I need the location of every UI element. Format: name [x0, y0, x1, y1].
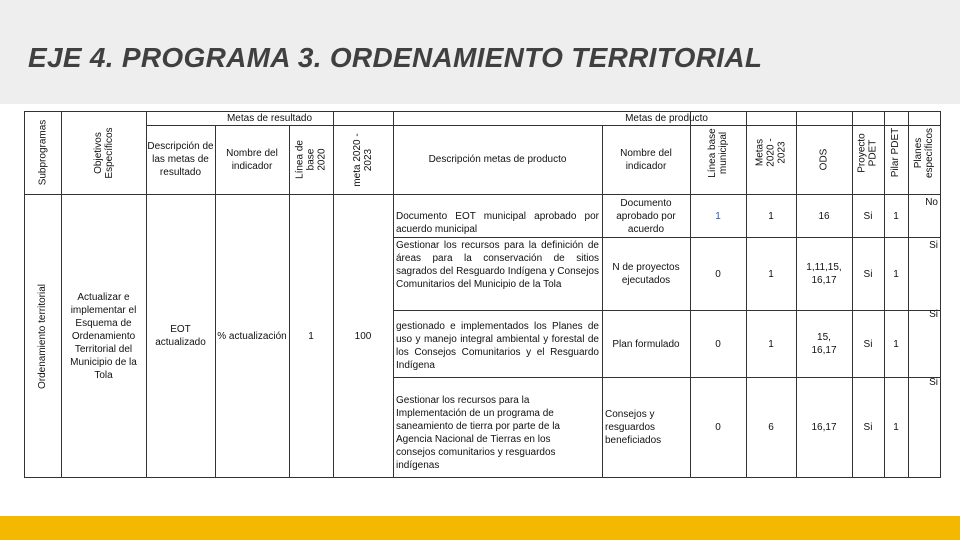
header-linea-base-2020: Línea de base 2020	[294, 140, 328, 179]
header-planes-especificos: Planes específicos	[913, 127, 935, 178]
table-border-right	[940, 111, 941, 478]
cell-linea-base: 1	[308, 330, 314, 342]
row1-meta: 1	[768, 210, 774, 222]
page-title: EJE 4. PROGRAMA 3. ORDENAMIENTO TERRITORIAL	[28, 42, 763, 73]
row4-pilar: 1	[893, 422, 899, 433]
cell-objetivo: Actualizar e implementar el Esquema de Ordenamiento Territorial del Municipio de la Tola	[70, 291, 137, 381]
cell-meta: 100	[354, 330, 372, 342]
row2-indicador: N de proyectos ejecutados	[612, 262, 680, 286]
row3-meta: 1	[768, 338, 774, 350]
row1-linea-base: 1	[715, 210, 721, 222]
row4-meta: 6	[768, 422, 774, 433]
header-ods: ODS	[818, 148, 830, 171]
header-metas-2020-2023: Metas 2020 - 2023	[754, 138, 788, 167]
row3-indicador: Plan formulado	[612, 338, 680, 350]
row2-ods: 1,11,15, 16,17	[806, 262, 842, 286]
header-nombre-indicador-producto: Nombre del indicador	[620, 147, 672, 172]
table-border-bottom	[24, 477, 940, 478]
row3-ods: 15, 16,17	[811, 332, 837, 356]
row2-pdet: Si	[863, 268, 873, 280]
header-metas-resultado: Metas de resultado	[226, 112, 313, 124]
row1-ods: 16	[818, 210, 830, 222]
header-objetivos: Objetivos Específicos	[92, 126, 115, 179]
header-desc-producto: Descripción metas de producto	[428, 154, 567, 165]
row4-linea-base: 0	[715, 422, 721, 433]
cell-subprograma: Ordenamiento territorial	[37, 283, 49, 389]
row2-desc: Gestionar los recursos para la definición de áreas para la conservación de sitios sagrados del Resguardo Indígena y Consejos Comunitarios del Municipio de la Tola	[396, 240, 599, 290]
cell-indicador-resultado: % actualización	[217, 330, 287, 342]
row1-desc: Documento EOT municipal aprobado por acuerdo municipal	[396, 211, 599, 235]
row1-indicador: Documento aprobado por acuerdo	[616, 197, 676, 235]
row3-linea-base: 0	[715, 338, 721, 350]
row3-pdet: Si	[863, 338, 873, 350]
row4-pdet: Si	[863, 422, 873, 433]
row4-indicador: Consejos y resguardos beneficiados	[605, 408, 662, 446]
row4-planes: Si	[929, 376, 938, 388]
row1-planes: No	[925, 196, 938, 208]
row4-desc: Gestionar los recursos para la Implementación de un programa de saneamiento de tierra por parte de la Agencia Nacional de Tierras en los consejos comunitarios y resguardos indígenas	[396, 395, 560, 471]
row2-linea-base: 0	[715, 268, 721, 280]
row1-pilar: 1	[893, 210, 899, 222]
header-nombre-indicador-resultado: Nombre del indicador	[226, 147, 278, 172]
row3-pilar: 1	[893, 338, 899, 350]
cell-desc-resultado: EOT actualizado	[155, 324, 206, 348]
header-metas-producto: Metas de producto	[625, 112, 708, 124]
row2-planes: Si	[929, 239, 938, 251]
row4-ods: 16,17	[811, 422, 837, 433]
row3-planes: Si	[929, 308, 938, 320]
header-subprogramas: Subprogramas	[37, 119, 48, 186]
row1-pdet: Si	[863, 210, 873, 222]
row3-desc: gestionado e implementados los Planes de uso y manejo integral ambiental y forestal de los Consejos Comunitarios y el Resguardo Indígena	[396, 321, 599, 371]
row2-pilar: 1	[893, 268, 899, 280]
header-desc-resultado: Descripción de las metas de resultado	[147, 141, 214, 178]
header-pilar-pdet: Pilar PDET	[890, 127, 902, 178]
header-meta-2020-2023: meta 2020 - 2023	[352, 132, 374, 187]
row2-meta: 1	[768, 268, 774, 280]
header-proyecto-pdet: Proyecto PDET	[857, 132, 879, 173]
header-linea-base-municipal: Línea base municipal	[707, 127, 729, 178]
